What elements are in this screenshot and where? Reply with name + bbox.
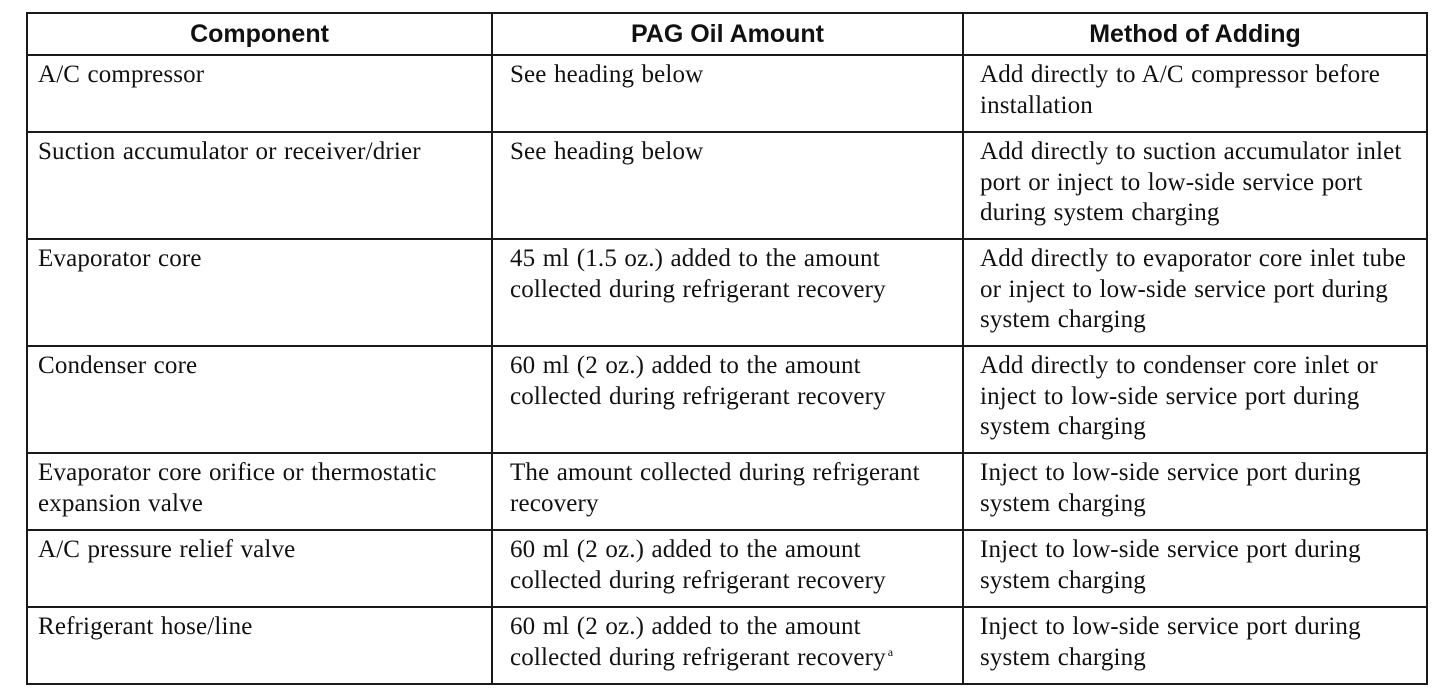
amount-cell — [492, 346, 963, 453]
header-pag-oil-amount: PAG Oil Amount — [492, 13, 963, 55]
method-cell: Add directly to A/C compressor before installation — [963, 55, 1427, 132]
method-cell: Inject to low-side service port during system charging — [963, 607, 1427, 684]
header-component: Component — [27, 13, 492, 55]
method-cell: Add directly to evaporator core inlet tube or inject to low-side service port during system charging — [963, 239, 1427, 346]
component-cell: A/C compressor — [27, 55, 492, 132]
table-row — [27, 55, 1427, 132]
method-cell: Inject to low-side service port during system charging — [963, 453, 1427, 530]
amount-cell — [492, 607, 963, 684]
footnote-marker: a — [887, 644, 894, 659]
table-row — [27, 607, 1427, 684]
amount-text: 45 ml (1.5 oz.) added to the amount collected during refrigerant recovery — [510, 245, 886, 303]
amount-cell — [492, 239, 963, 346]
table-row — [27, 239, 1427, 346]
header-row — [27, 13, 1427, 55]
table-row — [27, 132, 1427, 239]
amount-text: 60 ml (2 oz.) added to the amount collected during refrigerant recovery — [510, 352, 886, 410]
amount-text: See heading below — [510, 61, 704, 88]
amount-cell — [492, 530, 963, 607]
component-cell: A/C pressure relief valve — [27, 530, 492, 607]
amount-text: See heading below — [510, 138, 704, 165]
table-row — [27, 530, 1427, 607]
component-cell: Condenser core — [27, 346, 492, 453]
pag-oil-table — [26, 12, 1428, 685]
amount-text: 60 ml (2 oz.) added to the amount collected during refrigerant recovery — [510, 613, 886, 671]
amount-cell — [492, 55, 963, 132]
table-row — [27, 346, 1427, 453]
component-cell: Refrigerant hose/line — [27, 607, 492, 684]
table-body — [27, 55, 1427, 684]
method-cell: Inject to low-side service port during system charging — [963, 530, 1427, 607]
amount-cell — [492, 132, 963, 239]
method-cell: Add directly to suction accumulator inlet port or inject to low-side service port during system charging — [963, 132, 1427, 239]
amount-text: 60 ml (2 oz.) added to the amount collected during refrigerant recovery — [510, 536, 886, 594]
method-cell: Add directly to condenser core inlet or inject to low-side service port during system charging — [963, 346, 1427, 453]
table-header — [27, 13, 1427, 55]
component-cell: Suction accumulator or receiver/drier — [27, 132, 492, 239]
pag-oil-table-container — [26, 12, 1428, 685]
header-method-of-adding: Method of Adding — [963, 13, 1427, 55]
component-cell: Evaporator core orifice or thermostatic expansion valve — [27, 453, 492, 530]
amount-text: The amount collected during refrigerant recovery — [510, 459, 920, 517]
table-row — [27, 453, 1427, 530]
component-cell: Evaporator core — [27, 239, 492, 346]
amount-cell — [492, 453, 963, 530]
